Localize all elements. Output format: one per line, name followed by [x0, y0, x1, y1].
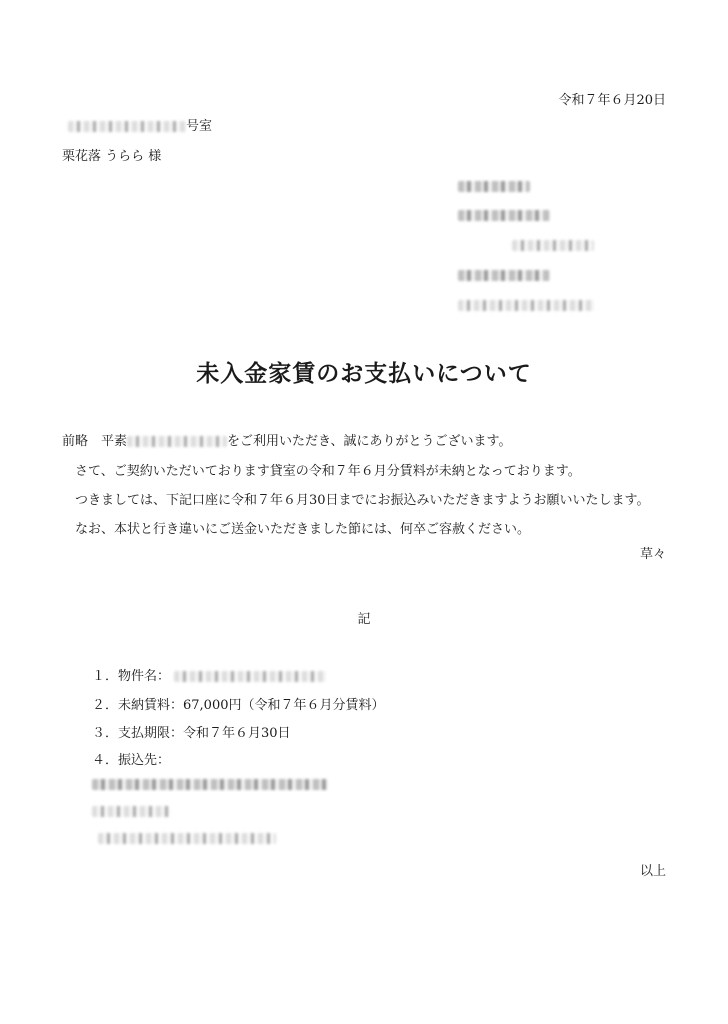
body-line-2: さて、ご契約いただいております貸室の令和７年６月分賃料が未納となっております。: [75, 464, 581, 479]
item-unpaid-rent: ２．未納賃料：67,000円（令和７年６月分賃料）: [92, 698, 385, 713]
greeting-prefix: 前略 平素: [62, 434, 128, 449]
redacted-sender-email: [458, 300, 594, 311]
body-greeting: [62, 435, 511, 448]
end-ijou: 以上: [639, 864, 666, 879]
body-line-4: なお、本状と行き違いにご送金いただきました節には、何卒ご容赦ください。: [75, 522, 531, 537]
room-suffix: 号室: [186, 119, 213, 134]
closing-sosou: 草々: [639, 547, 666, 562]
ki-heading: 記: [357, 612, 371, 627]
body-line-3: つきましては、下記口座に令和７年６月30日までにお振込みいただきますようお願いいたします。: [75, 493, 650, 508]
redacted-bank-name: [92, 779, 328, 790]
item-bank-account-label: ４．振込先：: [92, 753, 171, 768]
redacted-account-number: [92, 806, 170, 817]
redacted-address: [68, 121, 186, 132]
redacted-account-holder: [98, 833, 276, 844]
item-property-name: [92, 670, 326, 683]
recipient-name: 栗花落 うらら 様: [62, 149, 162, 164]
redacted-sender-company: [458, 181, 530, 192]
redacted-sender-phone: [458, 270, 550, 281]
document-title: 未入金家賃のお支払いについて: [196, 360, 532, 387]
redacted-sender-address: [458, 210, 550, 221]
document-date: 令和７年６月20日: [558, 93, 666, 108]
redacted-company-name: [127, 436, 227, 447]
greeting-suffix: をご利用いただき、誠にありがとうございます。: [227, 434, 512, 449]
item-due-date: ３．支払期限：令和７年６月30日: [92, 726, 291, 741]
redacted-property-name: [174, 671, 326, 682]
recipient-room: [68, 120, 212, 133]
item1-label: １．物件名：: [92, 669, 171, 684]
redacted-sender-building: [512, 240, 594, 251]
